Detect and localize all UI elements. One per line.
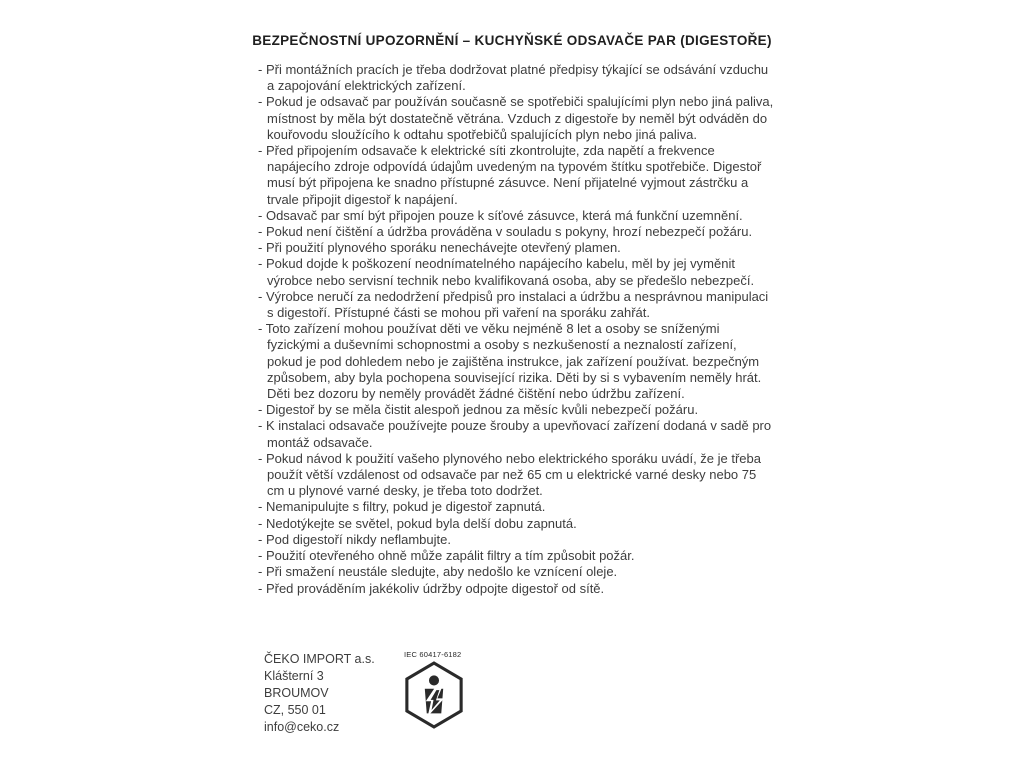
warning-item: - Při použití plynového sporáku nenechávejte otevřený plamen. — [258, 240, 775, 256]
warning-item: - Před prováděním jakékoliv údržby odpojte digestoř od sítě. — [258, 581, 775, 597]
warning-item: - Digestoř by se měla čistit alespoň jednou za měsíc kvůli nebezpečí požáru. — [258, 402, 775, 418]
warning-item: - Před připojením odsavače k elektrické síti zkontrolujte, zda napětí a frekvence napájecího zdroje odpovídá údajům uvedeným na typovém štítku spotřebiče. Digestoř musí být připojena ke snadno přístupné zásuvce. Není přijatelné vyjmout zástrčku a trvale připojit digestoř k napájení. — [258, 143, 775, 208]
warning-item: - Nemanipulujte s filtry, pokud je digestoř zapnutá. — [258, 499, 775, 515]
warning-list — [258, 62, 775, 597]
warning-item: - Při montážních pracích je třeba dodržovat platné předpisy týkající se odsávání vzduchu a zapojování elektrických zařízení. — [258, 62, 775, 94]
company-info-block — [264, 651, 375, 736]
warning-item: - Nedotýkejte se světel, pokud byla delší dobu zapnutá. — [258, 516, 775, 532]
warning-item: - Pokud je odsavač par používán současně se spotřebiči spalujícími plyn nebo jiná paliva, místnost by měla být dostatečně větrána. Vzduch z digestoře by neměl být odváděn do kouřovodu sloužícího k odtahu spotřebičů spalujících plyn nebo jiná paliva. — [258, 94, 775, 143]
page-title: BEZPEČNOSTNÍ UPOZORNĚNÍ – KUCHYŇSKÉ ODSAVAČE PAR (DIGESTOŘE) — [252, 33, 772, 48]
warning-item: - Pokud dojde k poškození neodnímatelného napájecího kabelu, měl by jej vyměnit výrobce nebo servisní technik nebo kvalifikovaná osoba, aby se předešlo nebezpečí. — [258, 256, 775, 288]
company-street: Klášterní 3 — [264, 669, 324, 683]
warning-item: - Toto zařízení mohou používat děti ve věku nejméně 8 let a osoby se sníženými fyzickými a duševními schopnostmi a osoby s nezkušeností a neznalostí zařízení, pokud je pod dohledem nebo je zajištěna instrukce, jak zařízení používat. bezpečným způsobem, aby byla pochopena související rizika. Děti by si s vybavením neměly hrát. Děti bez dozoru by neměly provádět žádné čištění nebo údržbu zařízení. — [258, 321, 775, 402]
company-postal-code: CZ, 550 01 — [264, 703, 326, 717]
warning-item: - K instalaci odsavače používejte pouze šrouby a upevňovací zařízení dodaná v sadě pro montáž odsavače. — [258, 418, 775, 450]
warning-item: - Odsavač par smí být připojen pouze k síťové zásuvce, která má funkční uzemnění. — [258, 208, 775, 224]
warning-item: - Výrobce neručí za nedodržení předpisů pro instalaci a údržbu a nesprávnou manipulaci s digestoří. Přístupné části se mohou při vaření na sporáku zahřát. — [258, 289, 775, 321]
iec-standard-label: IEC 60417-6182 — [404, 650, 462, 659]
company-email: info@ceko.cz — [264, 720, 340, 734]
warning-item: - Pokud návod k použití vašeho plynového nebo elektrického sporáku uvádí, že je třeba použít větší vzdálenost od odsavače par než 65 cm u elektrické varné desky nebo 75 cm u plynové varné desky, je třeba toto dodržet. — [258, 451, 775, 500]
certification-block — [403, 650, 473, 729]
company-city: BROUMOV — [264, 686, 329, 700]
company-name: ČEKO IMPORT a.s. — [264, 652, 375, 666]
warning-item: - Použití otevřeného ohně může zapálit filtry a tím způsobit požár. — [258, 548, 775, 564]
warning-item: - Při smažení neustále sledujte, aby nedošlo ke vznícení oleje. — [258, 564, 775, 580]
iec-60417-6182-icon — [403, 661, 465, 729]
warning-item: - Pokud není čištění a údržba prováděna v souladu s pokyny, hrozí nebezpečí požáru. — [258, 224, 775, 240]
warning-item: - Pod digestoří nikdy neflambujte. — [258, 532, 775, 548]
